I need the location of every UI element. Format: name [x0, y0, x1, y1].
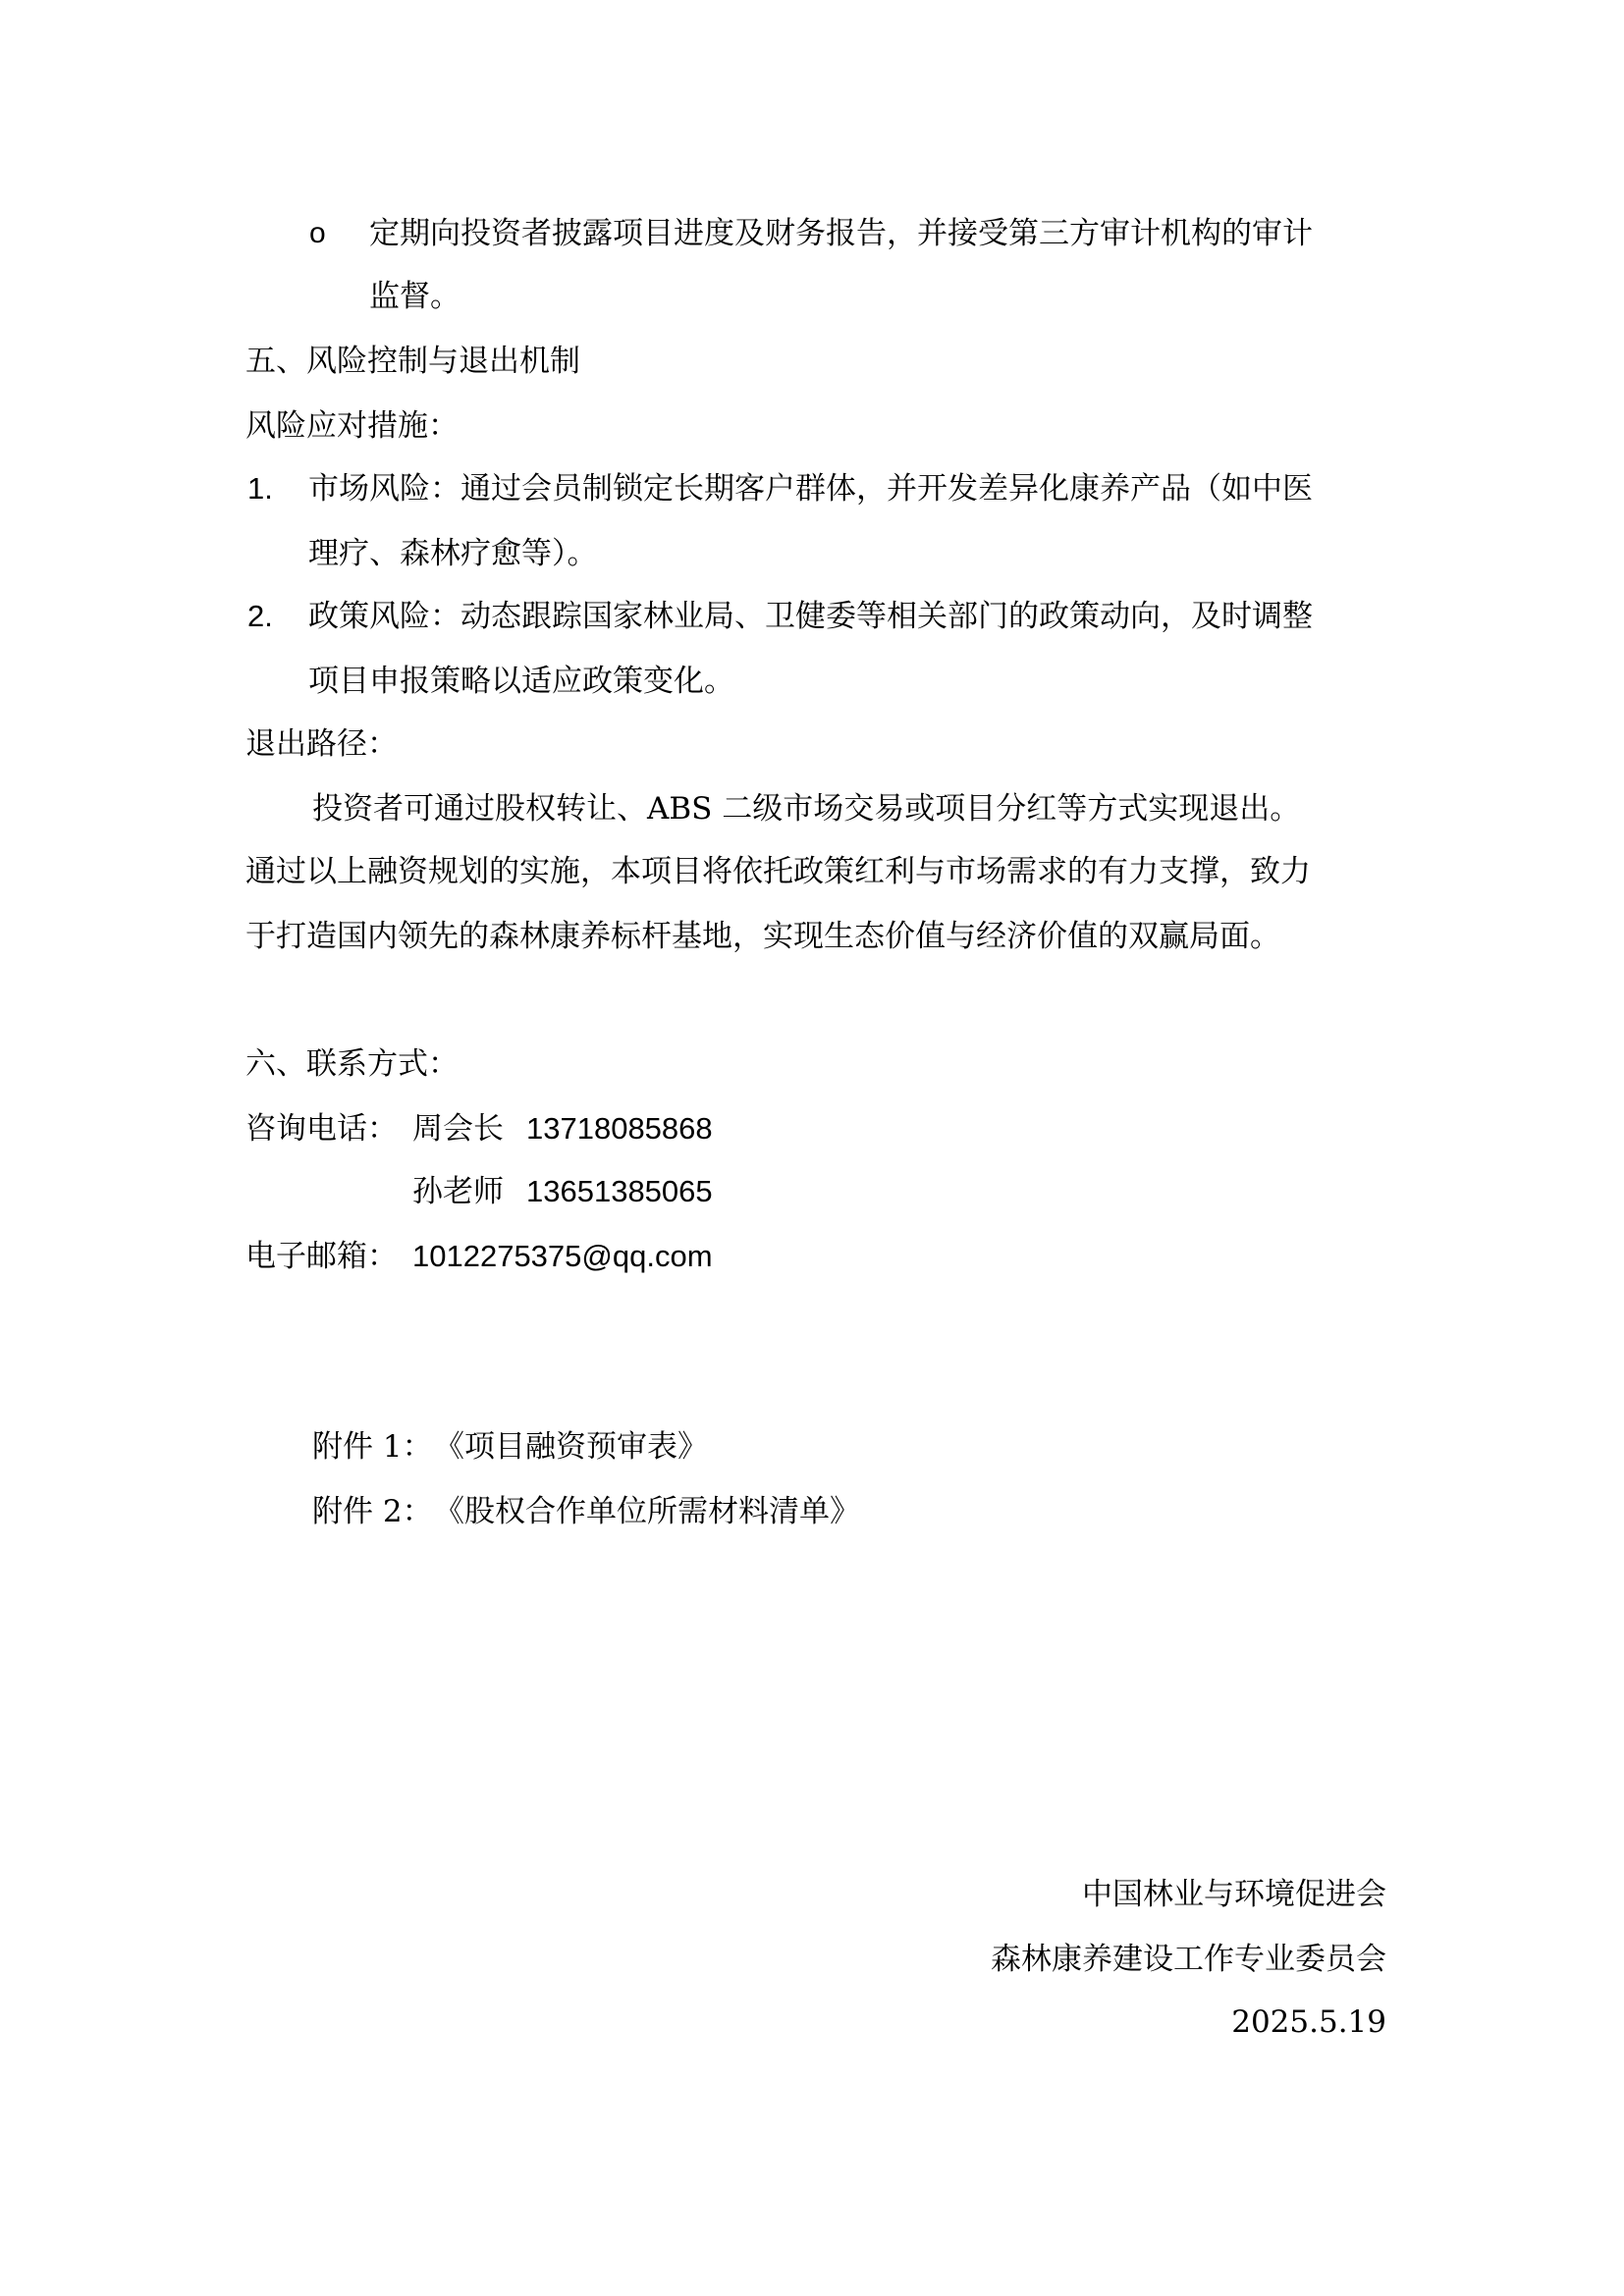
phone-label: 咨询电话： — [245, 1111, 398, 1147]
signature-org-1: 中国林业与环境促进会 — [1082, 1877, 1386, 1912]
attachment-2-title: 《股权合作单位所需材料清单》 — [434, 1494, 860, 1529]
signature-date: 2025.5.19 — [1231, 2004, 1386, 2040]
contact-2-phone: 13651385065 — [526, 1174, 713, 1208]
risk-item-2-line-2: 项目申报策略以适应政策变化。 — [308, 664, 734, 699]
contact-1-name: 周会长 — [412, 1111, 504, 1147]
signature-org-2: 森林康养建设工作专业委员会 — [991, 1942, 1386, 1977]
disclosure-line-2: 监督。 — [369, 279, 460, 314]
email-address: 1012275375@qq.com — [412, 1239, 713, 1273]
disclosure-line-1: 定期向投资者披露项目进度及财务报告，并接受第三方审计机构的审计 — [369, 216, 1313, 251]
section5-heading: 五、风险控制与退出机制 — [245, 344, 580, 379]
risk-item-2-number: 2. — [247, 599, 273, 633]
attachment-1-label: 附件 1： — [312, 1429, 433, 1465]
contact-1-phone: 13718085868 — [526, 1111, 713, 1146]
contact-2-name: 孙老师 — [412, 1174, 504, 1209]
exit-path-label: 退出路径： — [245, 726, 398, 762]
attachment-1-title: 《项目融资预审表》 — [434, 1429, 708, 1465]
exit-path-text: 投资者可通过股权转让、ABS 二级市场交易或项目分红等方式实现退出。 — [312, 791, 1301, 827]
section6-heading: 六、联系方式： — [245, 1046, 459, 1082]
risk-item-2-line-1: 政策风险：动态跟踪国家林业局、卫健委等相关部门的政策动向，及时调整 — [308, 599, 1313, 634]
bullet-marker: o — [309, 217, 326, 249]
attachment-2-label: 附件 2： — [312, 1494, 433, 1529]
summary-line-1: 通过以上融资规划的实施，本项目将依托政策红利与市场需求的有力支撑，致力 — [245, 854, 1311, 889]
risk-measures-label: 风险应对措施： — [245, 408, 459, 444]
risk-item-1-line-1: 市场风险：通过会员制锁定长期客户群体，并开发差异化康养产品（如中医 — [308, 471, 1313, 507]
risk-item-1-line-2: 理疗、森林疗愈等）。 — [308, 536, 598, 571]
email-label: 电子邮箱： — [245, 1239, 398, 1274]
risk-item-1-number: 1. — [247, 471, 273, 506]
summary-line-2: 于打造国内领先的森林康养标杆基地，实现生态价值与经济价值的双赢局面。 — [245, 919, 1280, 954]
